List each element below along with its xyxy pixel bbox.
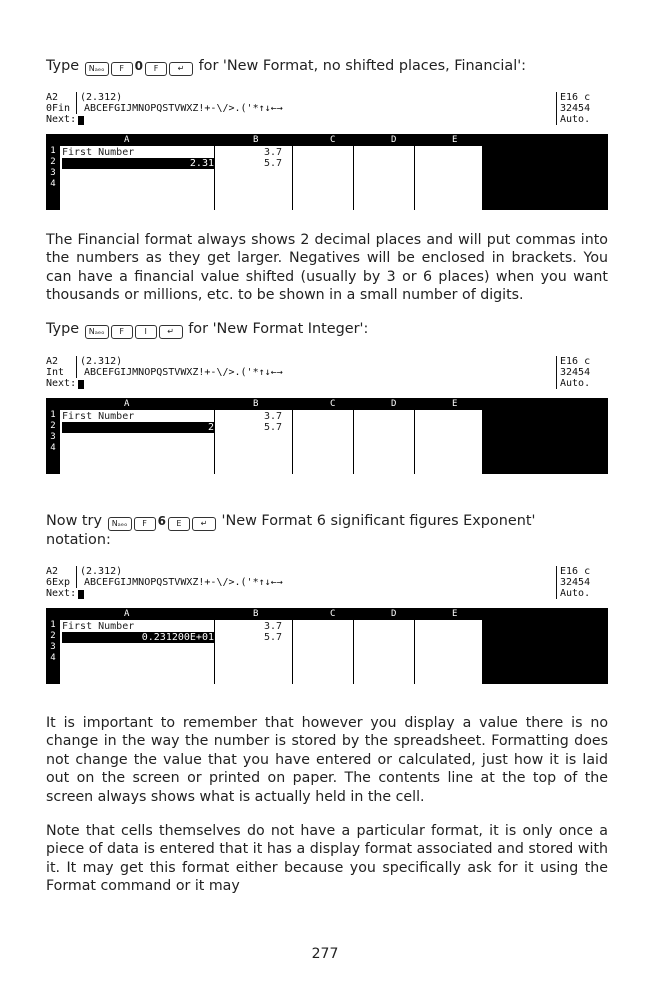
col-d[interactable]: D — [391, 135, 397, 145]
spreadsheet-screen-1 — [46, 92, 608, 210]
row-4[interactable]: 4 — [50, 179, 56, 189]
offscreen-area — [482, 620, 608, 684]
gridline — [353, 620, 354, 684]
page-number: 277 — [311, 946, 339, 962]
row-header — [46, 620, 60, 684]
gridline — [292, 146, 293, 210]
gridline — [414, 410, 415, 474]
row-1[interactable]: 1 — [50, 146, 56, 156]
col-a[interactable]: A — [124, 399, 130, 409]
instruction-line-2 — [46, 320, 608, 339]
instruction-line-3 — [46, 512, 608, 531]
col-c[interactable]: C — [330, 609, 336, 619]
enter-key-icon: ↵ — [192, 517, 216, 531]
col-b[interactable]: B — [253, 135, 259, 145]
col-a[interactable]: A — [124, 135, 130, 145]
char-menu: ABCEFGIJMNOPQSTVWXZ!+-\/>.('*↑↓←→ — [84, 103, 283, 114]
row-2[interactable]: 2 — [50, 631, 56, 641]
f-key-icon: F — [145, 62, 167, 76]
col-b[interactable]: B — [253, 609, 259, 619]
next-prompt: Next: — [46, 114, 77, 125]
spreadsheet-screen-2 — [46, 356, 608, 474]
offscreen-area — [482, 146, 608, 210]
spreadsheet-screen-3 — [46, 566, 608, 684]
i-key-icon: I — [135, 325, 157, 339]
gridline — [292, 620, 293, 684]
gridline — [292, 410, 293, 474]
enter-key-icon: ↵ — [169, 62, 193, 76]
cell-a1[interactable]: First Number — [62, 147, 135, 158]
row-2[interactable]: 2 — [50, 157, 56, 167]
divider — [76, 356, 77, 378]
sheet-grid — [46, 134, 608, 210]
gridline — [414, 146, 415, 210]
paragraph-financial: The Financial format always shows 2 decimal places and will put commas into the numbers as they get larger. Negatives will be enclosed in brackets. You can have a financial value shifted (usually by 3 or 6 places) when you want thousands or millions, etc. to be shown in a small number of digits. — [46, 232, 608, 304]
cell-a2[interactable]: 0.231200E+01 — [62, 632, 214, 643]
cell-b2[interactable]: 5.7 — [264, 158, 283, 169]
row-2[interactable]: 2 — [50, 421, 56, 431]
divider — [556, 356, 557, 389]
f-key-icon: F — [111, 62, 133, 76]
format-code: 6Exp — [46, 577, 71, 588]
divider — [556, 566, 557, 599]
recalc-mode: Auto. — [560, 378, 591, 389]
instruction-text: for 'New Format Integer': — [183, 321, 369, 337]
col-b[interactable]: B — [253, 399, 259, 409]
cell-a2[interactable]: 2 — [62, 422, 214, 433]
paragraph-cell-format: Note that cells themselves do not have a particular format, it is only once a piece of data is entered that it has a display format associated and stored with it. It may get this format either because you specifically ask for it using the Format command or it may — [46, 823, 608, 895]
cell-ref: A2 — [46, 566, 59, 577]
gridline — [214, 620, 215, 684]
cell-contents: (2.312) — [80, 566, 123, 577]
new-key-icon: Nₐₑₒ — [85, 325, 109, 339]
col-d[interactable]: D — [391, 609, 397, 619]
recalc-mode: Auto. — [560, 588, 591, 599]
paragraph-storage: It is important to remember that however you display a value there is no change in the way the number is stored by the spreadsheet. Formatting does not change the value that you have entered or calculated, just how it is laid out on the screen or printed on paper. The contents line at the top of the screen always shows what is actually held in the cell. — [46, 715, 608, 805]
format-code: 0Fin — [46, 103, 71, 114]
col-e[interactable]: E — [452, 609, 458, 619]
cell-info: E16 c — [560, 566, 591, 577]
row-3[interactable]: 3 — [50, 642, 56, 652]
gridline — [414, 620, 415, 684]
cell-b1[interactable]: 3.7 — [264, 411, 283, 422]
sheet-grid — [46, 608, 608, 684]
col-d[interactable]: D — [391, 399, 397, 409]
cell-info: E16 c — [560, 356, 591, 367]
row-3[interactable]: 3 — [50, 168, 56, 178]
key-char: 6 — [157, 514, 166, 528]
memory-free: 32454 — [560, 103, 591, 114]
memory-free: 32454 — [560, 577, 591, 588]
f-key-icon: F — [134, 517, 156, 531]
instruction-text: for 'New Format, no shifted places, Financial': — [194, 58, 527, 74]
sheet-grid — [46, 398, 608, 474]
gridline — [353, 146, 354, 210]
col-a[interactable]: A — [124, 609, 130, 619]
cell-b2[interactable]: 5.7 — [264, 632, 283, 643]
instruction-text: 'New Format 6 significant figures Exponent' — [216, 513, 536, 529]
instruction-text-cont: notation: — [46, 532, 111, 548]
f-key-icon: F — [111, 325, 133, 339]
column-header — [46, 608, 608, 620]
row-3[interactable]: 3 — [50, 432, 56, 442]
divider — [76, 92, 77, 114]
cell-contents: (2.312) — [80, 356, 123, 367]
divider — [76, 566, 77, 588]
column-header — [46, 134, 608, 146]
gridline — [353, 410, 354, 474]
divider — [556, 92, 557, 125]
gridline — [214, 410, 215, 474]
cell-b2[interactable]: 5.7 — [264, 422, 283, 433]
new-key-icon: Nₐₑₒ — [108, 517, 132, 531]
row-1[interactable]: 1 — [50, 410, 56, 420]
cell-b1[interactable]: 3.7 — [264, 147, 283, 158]
cell-info: E16 c — [560, 92, 591, 103]
format-code: Int — [46, 367, 65, 378]
status-area — [46, 566, 608, 608]
cell-b1[interactable]: 3.7 — [264, 621, 283, 632]
instruction-text: Type — [46, 321, 84, 337]
next-prompt: Next: — [46, 378, 77, 389]
cell-a1[interactable]: First Number — [62, 621, 135, 632]
col-c[interactable]: C — [330, 399, 336, 409]
memory-free: 32454 — [560, 367, 591, 378]
char-menu: ABCEFGIJMNOPQSTVWXZ!+-\/>.('*↑↓←→ — [84, 367, 283, 378]
enter-key-icon: ↵ — [159, 325, 183, 339]
new-key-icon: Nₐₑₒ — [85, 62, 109, 76]
input-cursor[interactable] — [78, 380, 84, 389]
cell-contents: (2.312) — [80, 92, 123, 103]
instruction-line-1 — [46, 57, 608, 76]
cell-a2[interactable]: 2.31 — [62, 158, 214, 169]
row-1[interactable]: 1 — [50, 620, 56, 630]
row-4[interactable]: 4 — [50, 653, 56, 663]
e-key-icon: E — [168, 517, 190, 531]
col-e[interactable]: E — [452, 399, 458, 409]
input-cursor[interactable] — [78, 590, 84, 599]
cell-ref: A2 — [46, 92, 59, 103]
instruction-text: Now try — [46, 513, 107, 529]
input-cursor[interactable] — [78, 116, 84, 125]
col-c[interactable]: C — [330, 135, 336, 145]
cell-a1[interactable]: First Number — [62, 411, 135, 422]
char-menu: ABCEFGIJMNOPQSTVWXZ!+-\/>.('*↑↓←→ — [84, 577, 283, 588]
row-4[interactable]: 4 — [50, 443, 56, 453]
gridline — [214, 146, 215, 210]
cell-ref: A2 — [46, 356, 59, 367]
column-header — [46, 398, 608, 410]
key-char: 0 — [134, 59, 143, 73]
recalc-mode: Auto. — [560, 114, 591, 125]
col-e[interactable]: E — [452, 135, 458, 145]
status-area — [46, 92, 608, 134]
status-area — [46, 356, 608, 398]
row-header — [46, 410, 60, 474]
next-prompt: Next: — [46, 588, 77, 599]
row-header — [46, 146, 60, 210]
offscreen-area — [482, 410, 608, 474]
instruction-text: Type — [46, 58, 84, 74]
